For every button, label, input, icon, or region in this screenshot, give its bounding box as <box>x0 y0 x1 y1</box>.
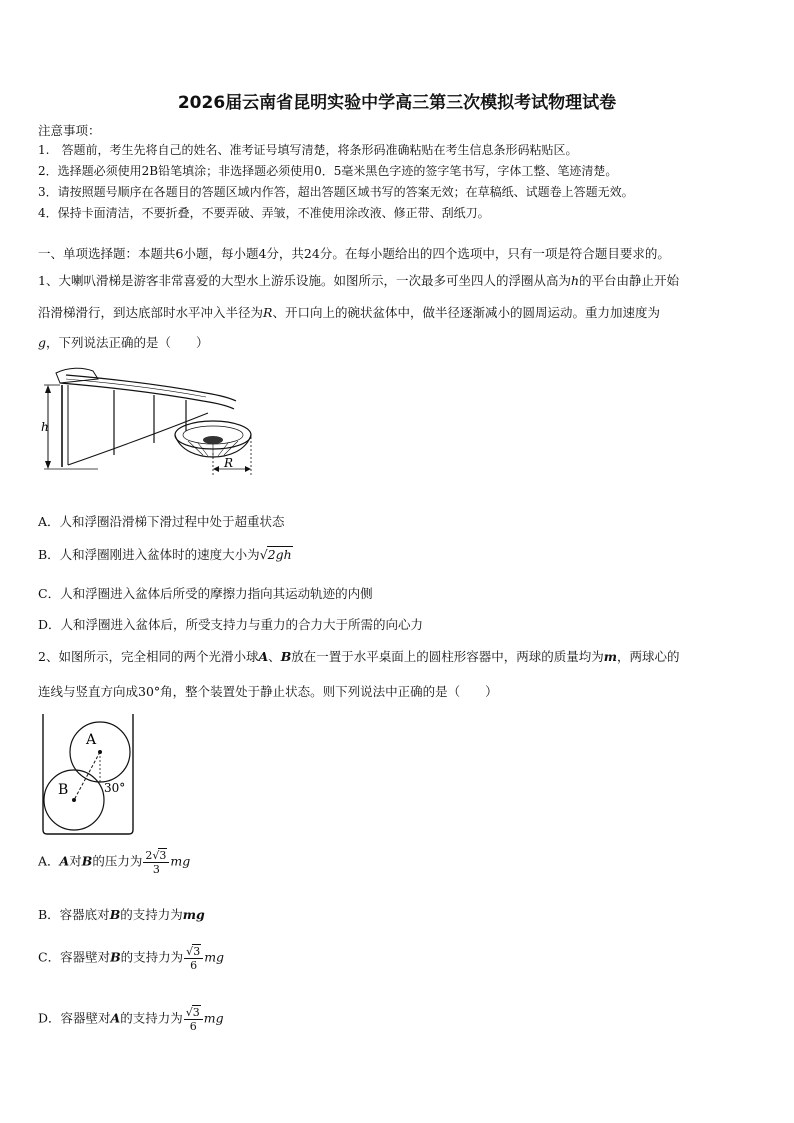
notice-item: 2．选择题必须使用2B铅笔填涂；非选择题必须使用0．5毫米黑色字迹的签字笔书写，字体工整、笔迹清楚。 <box>38 164 618 178</box>
page-title: 2026届云南省昆明实验中学高三第三次模拟考试物理试卷 <box>177 93 617 113</box>
ball-b-label: B <box>58 782 69 798</box>
q2-option-c: C．容器壁对B的支持力为 $\frac{√3}{6}$ mg <box>38 945 225 972</box>
q1-option-d: D．人和浮圈进入盆体后，所受支持力与重力的合力大于所需的向心力 <box>38 617 424 632</box>
q1-slide-figure <box>38 365 258 475</box>
q1-option-b: B．人和浮圈刚进入盆体时的速度大小为√2gh <box>38 547 292 562</box>
q2-stem-line1: 2、如图所示，完全相同的两个光滑小球A、B放在一置于水平桌面上的圆柱形容器中，两球的质量均为m，两球心的 <box>38 649 680 664</box>
radius-label: R <box>224 456 234 470</box>
q1-stem-line1: 1、大喇叭滑梯是游客非常喜爱的大型水上游乐设施。如图所示，一次最多可坐四人的浮圈从高为h的平台由静止开始 <box>38 273 680 288</box>
height-label: h <box>41 420 49 434</box>
q1-stem-line2: 沿滑梯滑行，到达底部时水平冲入半径为R、开口向上的碗状盆体中，做半径逐渐减小的圆周运动。重力加速度为 <box>38 305 660 320</box>
angle-label: 30° <box>104 781 126 795</box>
notice-heading: 注意事项： <box>38 123 101 138</box>
notice-item: 3．请按照题号顺序在各题目的答题区域内作答，超出答题区域书写的答案无效；在草稿纸、试题卷上答题无效。 <box>38 185 634 199</box>
q2-option-d: D．容器壁对A的支持力为 $\frac{√3}{6}$ mg <box>38 1006 224 1033</box>
ball-a-label: A <box>86 732 97 748</box>
q2-stem-line2: 连线与竖直方向成30°角，整个装置处于静止状态。则下列说法中正确的是（ ） <box>38 684 498 699</box>
q2-option-a: A．A对B的压力为 $\frac{2√3}{3}$ mg <box>38 849 191 876</box>
q1-option-c: C．人和浮圈进入盆体后所受的摩擦力指向其运动轨迹的内侧 <box>38 586 373 601</box>
q1-stem-line3: g，下列说法正确的是（ ） <box>38 335 209 350</box>
notice-item: 4．保持卡面清洁，不要折叠，不要弄破、弄皱，不准使用涂改液、修正带、刮纸刀。 <box>38 206 490 220</box>
q2-option-b: B．容器底对B的支持力为mg <box>38 907 205 922</box>
notice-item: 1. 答题前，考生先将自己的姓名、准考证号填写清楚，将条形码准确粘贴在考生信息条形码粘贴区。 <box>38 143 578 157</box>
q1-option-a: A．人和浮圈沿滑梯下滑过程中处于超重状态 <box>38 514 285 529</box>
q2-container-figure <box>38 712 138 836</box>
section-heading: 一、单项选择题：本题共6小题，每小题4分，共24分。在每小题给出的四个选项中，只有一项是符合题目要求的。 <box>38 246 670 261</box>
